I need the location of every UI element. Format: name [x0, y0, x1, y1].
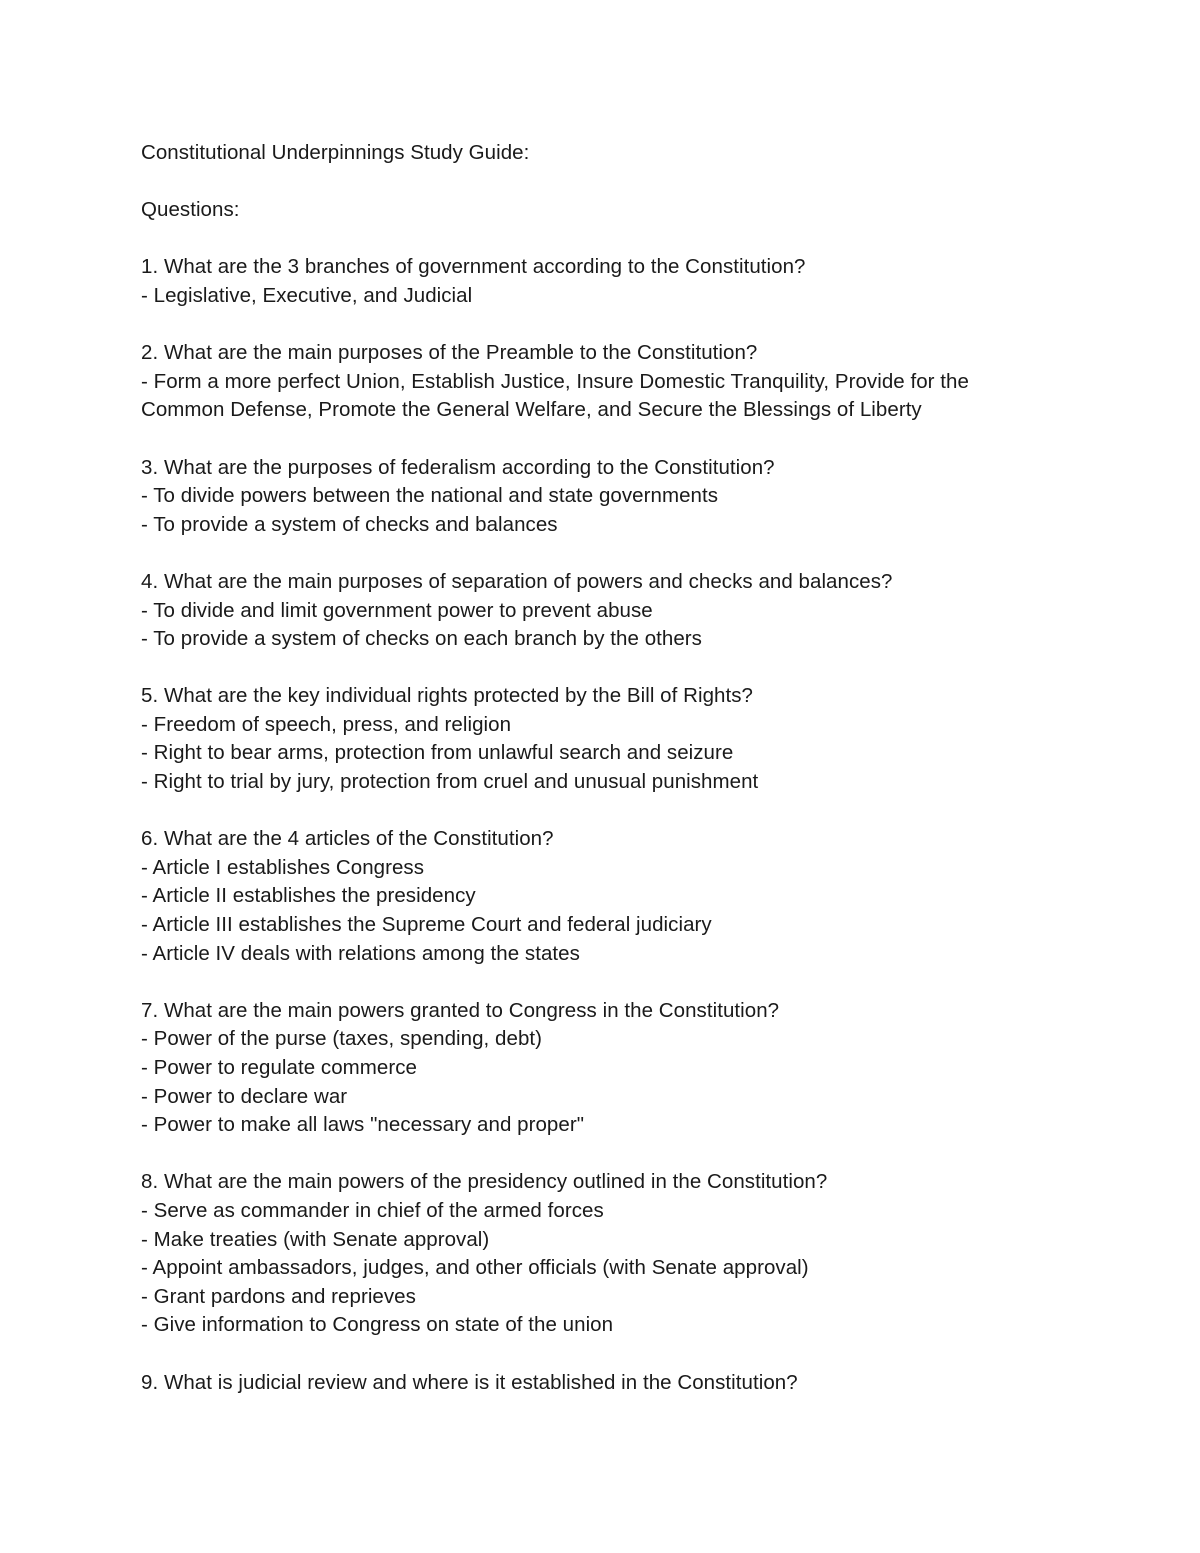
spacer	[141, 425, 1101, 454]
question-text: 4. What are the main purposes of separation of powers and checks and balances?	[141, 569, 893, 593]
answer-line: - Appoint ambassadors, judges, and other officials (with Senate approval)	[141, 1256, 809, 1280]
spacer	[141, 797, 1101, 826]
answer-line: - Form a more perfect Union, Establish Justice, Insure Domestic Tranquility, Provide for the	[141, 369, 969, 393]
section-label: Questions:	[141, 198, 240, 222]
question-block	[141, 1369, 1101, 1398]
spacer	[141, 1140, 1101, 1169]
answer-line: - Grant pardons and reprieves	[141, 1284, 416, 1308]
answer-line: - Power to make all laws "necessary and proper"	[141, 1113, 585, 1137]
question-text: 9. What is judicial review and where is it established in the Constitution?	[141, 1370, 798, 1394]
answer-line: - Right to trial by jury, protection from cruel and unusual punishment	[141, 770, 759, 794]
question-text: 8. What are the main powers of the presidency outlined in the Constitution?	[141, 1170, 828, 1194]
document-title: Constitutional Underpinnings Study Guide:	[141, 141, 530, 164]
answer-line: - Serve as commander in chief of the armed forces	[141, 1198, 604, 1222]
answer-line: - Article III establishes the Supreme Court and federal judiciary	[141, 913, 712, 937]
questions-list	[141, 253, 1101, 1397]
answer-line: - Freedom of speech, press, and religion	[141, 712, 512, 736]
answer-line: - Give information to Congress on state of the union	[141, 1313, 614, 1337]
answer-line: - To provide a system of checks and balances	[141, 512, 558, 536]
question-block	[141, 997, 1101, 1140]
question-block	[141, 682, 1101, 796]
question-text: 7. What are the main powers granted to Congress in the Constitution?	[141, 998, 780, 1022]
answer-line: - Power of the purse (taxes, spending, debt)	[141, 1027, 543, 1051]
question-block	[141, 253, 1101, 310]
spacer	[141, 968, 1101, 997]
spacer	[141, 311, 1101, 340]
spacer	[141, 1340, 1101, 1369]
question-block	[141, 454, 1101, 540]
spacer	[141, 168, 1101, 197]
answer-line: - To divide and limit government power to prevent abuse	[141, 598, 653, 622]
answer-line: - Power to declare war	[141, 1084, 348, 1108]
answer-line: - Article IV deals with relations among the states	[141, 941, 580, 965]
question-block	[141, 1168, 1101, 1340]
question-text: 5. What are the key individual rights protected by the Bill of Rights?	[141, 684, 753, 708]
question-block	[141, 339, 1101, 425]
question-block	[141, 825, 1101, 968]
document-body	[141, 139, 1101, 1397]
answer-line: - To divide powers between the national and state governments	[141, 484, 719, 508]
question-text: 6. What are the 4 articles of the Constitution?	[141, 827, 554, 851]
answer-line: Common Defense, Promote the General Welfare, and Secure the Blessings of Liberty	[141, 398, 922, 422]
answer-line: - Make treaties (with Senate approval)	[141, 1227, 490, 1251]
question-text: 2. What are the main purposes of the Preamble to the Constitution?	[141, 341, 758, 365]
spacer	[141, 225, 1101, 254]
answer-line: - Legislative, Executive, and Judicial	[141, 283, 473, 307]
question-text: 3. What are the purposes of federalism according to the Constitution?	[141, 455, 775, 479]
answer-line: - Right to bear arms, protection from unlawful search and seizure	[141, 741, 734, 765]
answer-line: - Article I establishes Congress	[141, 855, 425, 879]
spacer	[141, 539, 1101, 568]
question-block	[141, 568, 1101, 654]
spacer	[141, 654, 1101, 683]
answer-line: - Article II establishes the presidency	[141, 884, 476, 908]
answer-line: - To provide a system of checks on each branch by the others	[141, 627, 702, 651]
question-text: 1. What are the 3 branches of government according to the Constitution?	[141, 255, 806, 279]
answer-line: - Power to regulate commerce	[141, 1056, 417, 1079]
